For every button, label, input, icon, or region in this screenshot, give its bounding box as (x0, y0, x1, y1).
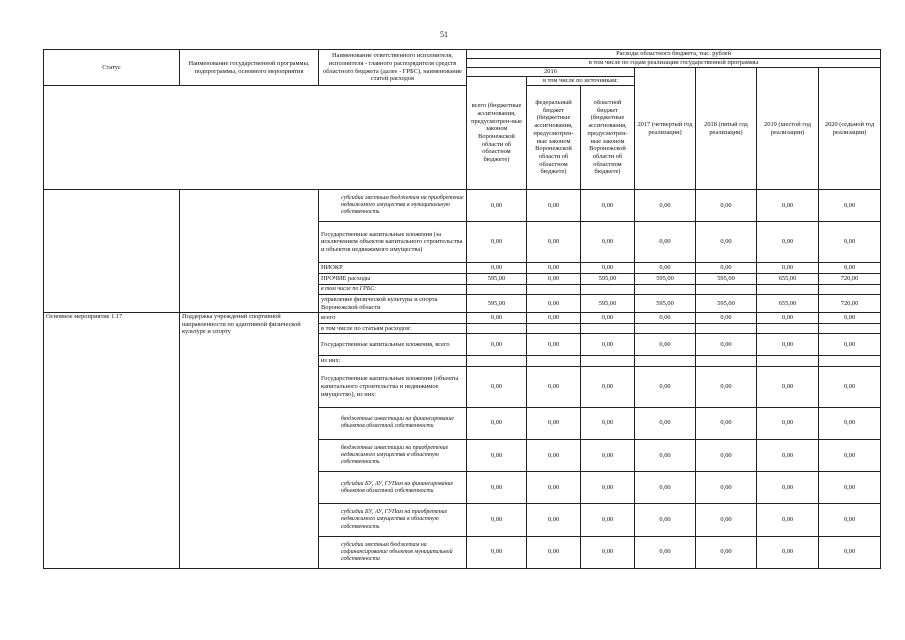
value-cell: 0,00 (527, 312, 581, 323)
value-cell: 0,00 (581, 439, 635, 471)
program-cell-empty (180, 190, 319, 313)
value-cell: 0,00 (527, 366, 581, 407)
row-label: субсидии БУ, АУ, ГУПам на финансирование объектов областной собственности (319, 472, 467, 504)
value-cell: 0,00 (635, 407, 696, 439)
value-cell (581, 284, 635, 295)
value-cell: 0,00 (696, 366, 757, 407)
value-cell: 0,00 (527, 334, 581, 356)
value-cell: 0,00 (635, 334, 696, 356)
table-body (44, 190, 881, 569)
row-label: всего (319, 312, 467, 323)
header-total: всего (бюджетные ассигнования, предусмотрен-ные законом Воронежской области об областном бюджете) (467, 77, 527, 190)
value-cell: 0,00 (635, 222, 696, 263)
value-cell (819, 284, 881, 295)
value-cell: 0,00 (757, 407, 819, 439)
value-cell: 0,00 (696, 312, 757, 323)
row-label: из них: (319, 355, 467, 366)
value-cell: 0,00 (696, 504, 757, 536)
value-cell (757, 323, 819, 334)
header-2018: 2018 (пятый год реализации) (696, 68, 757, 190)
value-cell: 595,00 (467, 273, 527, 284)
value-cell: 0,00 (527, 263, 581, 274)
value-cell: 0,00 (581, 263, 635, 274)
row-label: НИОКР (319, 263, 467, 274)
value-cell: 0,00 (696, 407, 757, 439)
row-label: в том числе по ГРБС: (319, 284, 467, 295)
event-program: Поддержка учреждений спортивной направленности по адаптивной физической культуре и спорту (180, 312, 319, 568)
value-cell: 595,00 (635, 295, 696, 313)
value-cell: 0,00 (581, 366, 635, 407)
value-cell (467, 284, 527, 295)
value-cell: 0,00 (696, 334, 757, 356)
value-cell: 0,00 (757, 536, 819, 568)
value-cell: 0,00 (635, 536, 696, 568)
value-cell: 0,00 (467, 504, 527, 536)
value-cell: 0,00 (757, 222, 819, 263)
value-cell: 0,00 (635, 472, 696, 504)
row-label: Государственные капитальные вложения, всего (319, 334, 467, 356)
value-cell: 0,00 (527, 295, 581, 313)
value-cell: 0,00 (467, 536, 527, 568)
value-cell: 595,00 (581, 273, 635, 284)
value-cell: 0,00 (467, 472, 527, 504)
header-program-name: Наименование государственной программы, подпрограммы, основного мероприятия (180, 50, 319, 86)
value-cell: 0,00 (527, 222, 581, 263)
value-cell: 0,00 (635, 366, 696, 407)
header-2020: 2020 (седьмой год реализации) (819, 68, 881, 190)
value-cell: 0,00 (635, 439, 696, 471)
value-cell: 0,00 (819, 334, 881, 356)
value-cell: 0,00 (757, 190, 819, 222)
value-cell: 0,00 (757, 366, 819, 407)
header-spacer (44, 86, 467, 190)
value-cell: 0,00 (696, 472, 757, 504)
value-cell: 595,00 (696, 273, 757, 284)
value-cell: 655,00 (757, 273, 819, 284)
value-cell: 0,00 (527, 439, 581, 471)
value-cell (819, 355, 881, 366)
value-cell (696, 355, 757, 366)
event-status: Основное мероприятие 1.17 (44, 312, 180, 568)
value-cell: 0,00 (757, 334, 819, 356)
value-cell: 0,00 (819, 407, 881, 439)
header-budget-title: Расходы областного бюджета, тыс. рублей (467, 50, 881, 59)
value-cell: 0,00 (581, 312, 635, 323)
value-cell: 0,00 (819, 439, 881, 471)
value-cell: 0,00 (527, 504, 581, 536)
value-cell: 0,00 (819, 263, 881, 274)
row-label: бюджетные инвестиции на приобретение недвижимого имущества в областную собственность (319, 439, 467, 471)
value-cell (527, 284, 581, 295)
value-cell (696, 323, 757, 334)
value-cell: 0,00 (696, 439, 757, 471)
value-cell (635, 355, 696, 366)
header-responsible: Наименование ответственного исполнителя, исполнителя - главного распорядителя средств областного бюджета (далее - ГРБС), наименование статей расходов (319, 50, 467, 86)
value-cell: 0,00 (527, 536, 581, 568)
value-cell: 0,00 (467, 439, 527, 471)
header-year-2016: 2016 (467, 68, 635, 77)
value-cell: 0,00 (581, 190, 635, 222)
value-cell: 0,00 (581, 334, 635, 356)
value-cell (819, 323, 881, 334)
header-by-sources: в том числе по источникам: (527, 77, 635, 86)
value-cell: 0,00 (527, 407, 581, 439)
status-cell-empty (44, 190, 180, 313)
value-cell: 0,00 (819, 190, 881, 222)
value-cell: 595,00 (635, 273, 696, 284)
row-label: субсидии местным бюджетам на софинансирование объектов муниципальной собственности (319, 536, 467, 568)
row-label: ПРОЧИЕ расходы (319, 273, 467, 284)
value-cell: 0,00 (757, 263, 819, 274)
value-cell (467, 323, 527, 334)
value-cell: 0,00 (696, 222, 757, 263)
value-cell: 0,00 (819, 472, 881, 504)
table-row (44, 312, 881, 323)
value-cell: 0,00 (527, 273, 581, 284)
value-cell: 0,00 (527, 190, 581, 222)
row-label: бюджетные инвестиции на финансирование объектов областной собственности (319, 407, 467, 439)
value-cell (527, 355, 581, 366)
value-cell: 0,00 (467, 407, 527, 439)
row-label: в том числе по статьям расходов: (319, 323, 467, 334)
value-cell: 720,00 (819, 295, 881, 313)
value-cell (581, 323, 635, 334)
value-cell: 0,00 (757, 439, 819, 471)
header-status: Статус (44, 50, 180, 86)
value-cell: 0,00 (635, 504, 696, 536)
budget-table (43, 49, 881, 569)
table-header (44, 50, 881, 190)
value-cell: 0,00 (696, 263, 757, 274)
value-cell (757, 355, 819, 366)
value-cell (635, 284, 696, 295)
value-cell (696, 284, 757, 295)
header-2019: 2019 (шестой год реализации) (757, 68, 819, 190)
value-cell: 0,00 (467, 190, 527, 222)
value-cell: 595,00 (467, 295, 527, 313)
value-cell: 655,00 (757, 295, 819, 313)
row-label: субсидии БУ, АУ, ГУПам на приобретение недвижимого имущества в областную собственность (319, 504, 467, 536)
value-cell: 0,00 (635, 312, 696, 323)
row-label: субсидии местным бюджетам на приобретение недвижимого имущества в муниципальную собственность (319, 190, 467, 222)
value-cell: 0,00 (696, 536, 757, 568)
value-cell: 0,00 (635, 190, 696, 222)
value-cell: 0,00 (581, 407, 635, 439)
header-by-years: в том числе по годам реализации государственной программы (467, 59, 881, 68)
value-cell (467, 355, 527, 366)
value-cell: 0,00 (527, 472, 581, 504)
value-cell: 0,00 (819, 222, 881, 263)
value-cell: 0,00 (819, 536, 881, 568)
value-cell: 0,00 (819, 504, 881, 536)
header-regional: областной бюджет (бюджетные ассигнования, предусмотрен-ные законом Воронежской области об областном бюджете) (581, 86, 635, 190)
header-2017: 2017 (четвертый год реализации) (635, 68, 696, 190)
row-label: Государственные капитальные вложения (за исключением объектов капитального строительства и объектов недвижимого имущества) (319, 222, 467, 263)
value-cell: 0,00 (467, 222, 527, 263)
value-cell: 0,00 (819, 312, 881, 323)
value-cell: 0,00 (757, 504, 819, 536)
row-label: Государственные капитальные вложения (объекты капитального строительства и недвижимое имущество), из них: (319, 366, 467, 407)
value-cell (527, 323, 581, 334)
value-cell: 0,00 (819, 366, 881, 407)
value-cell: 595,00 (581, 295, 635, 313)
table-row (44, 190, 881, 222)
value-cell: 0,00 (467, 312, 527, 323)
value-cell (635, 323, 696, 334)
page-number: 51 (440, 30, 448, 39)
value-cell: 0,00 (467, 366, 527, 407)
value-cell: 0,00 (635, 263, 696, 274)
value-cell: 0,00 (757, 472, 819, 504)
value-cell (581, 355, 635, 366)
value-cell: 0,00 (581, 536, 635, 568)
row-label: управление физической культуры и спорта Воронежской области (319, 295, 467, 313)
value-cell (757, 284, 819, 295)
value-cell: 0,00 (757, 312, 819, 323)
value-cell: 0,00 (581, 504, 635, 536)
value-cell: 0,00 (467, 263, 527, 274)
value-cell: 0,00 (467, 334, 527, 356)
value-cell: 595,00 (696, 295, 757, 313)
value-cell: 720,00 (819, 273, 881, 284)
value-cell: 0,00 (581, 472, 635, 504)
value-cell: 0,00 (581, 222, 635, 263)
value-cell: 0,00 (696, 190, 757, 222)
header-federal: федеральный бюджет (бюджетные ассигнования, предусмотрен-ные законом Воронежской области об областном бюджете) (527, 86, 581, 190)
